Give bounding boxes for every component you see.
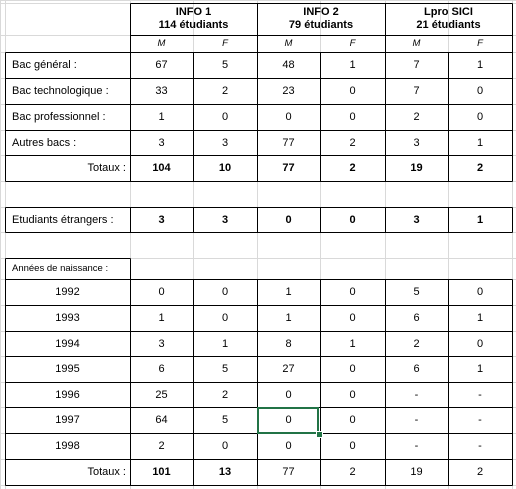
- gender-header[interactable]: F: [222, 38, 228, 49]
- year-label[interactable]: 1992: [55, 286, 80, 298]
- value-cell[interactable]: 5: [221, 363, 229, 375]
- value-cell[interactable]: 0: [285, 213, 292, 226]
- year-label[interactable]: 1993: [55, 312, 80, 324]
- row-label[interactable]: Etudiants étrangers :: [12, 213, 114, 226]
- value-cell[interactable]: 0: [349, 213, 356, 226]
- value-cell[interactable]: 1: [476, 363, 484, 375]
- value-cell[interactable]: 3: [413, 213, 420, 226]
- value-cell[interactable]: 1: [476, 59, 484, 71]
- group-count: 21 étudiants: [416, 19, 481, 31]
- value-cell[interactable]: 1: [158, 111, 165, 123]
- year-label[interactable]: 1994: [55, 337, 80, 350]
- value-cell[interactable]: 2: [413, 111, 420, 123]
- group-header[interactable]: [257, 3, 385, 35]
- value-cell[interactable]: -: [478, 414, 482, 426]
- total-cell[interactable]: 77: [282, 162, 295, 174]
- row-label[interactable]: Bac professionnel :: [12, 111, 106, 123]
- value-cell[interactable]: 64: [155, 414, 168, 426]
- totals-label[interactable]: Totaux :: [87, 466, 126, 478]
- value-cell[interactable]: -: [478, 388, 482, 401]
- value-cell[interactable]: 0: [476, 337, 484, 350]
- value-cell[interactable]: 0: [349, 85, 356, 97]
- value-cell[interactable]: 7: [413, 59, 420, 71]
- value-cell[interactable]: 0: [476, 111, 484, 123]
- value-cell[interactable]: 0: [349, 111, 356, 123]
- total-cell[interactable]: 101: [152, 466, 171, 478]
- value-cell[interactable]: 2: [221, 85, 229, 97]
- value-cell[interactable]: 3: [158, 337, 165, 350]
- year-label[interactable]: 1997: [55, 414, 80, 426]
- gender-header[interactable]: M: [284, 38, 293, 49]
- value-cell[interactable]: 0: [349, 414, 356, 426]
- value-cell[interactable]: 1: [476, 312, 484, 324]
- value-cell[interactable]: 0: [221, 286, 229, 298]
- value-cell[interactable]: 77: [282, 136, 295, 149]
- fill-handle[interactable]: [316, 431, 323, 438]
- value-cell[interactable]: 0: [158, 286, 165, 298]
- total-cell[interactable]: 19: [410, 162, 423, 174]
- value-cell[interactable]: 25: [155, 388, 168, 401]
- totals-label[interactable]: Totaux :: [87, 162, 126, 174]
- total-cell[interactable]: 77: [282, 466, 295, 478]
- gender-header[interactable]: F: [349, 38, 356, 49]
- value-cell[interactable]: 5: [413, 286, 420, 298]
- value-cell[interactable]: 0: [285, 388, 292, 401]
- value-cell[interactable]: 0: [349, 363, 356, 375]
- value-cell[interactable]: 2: [158, 440, 165, 452]
- value-cell[interactable]: 1: [285, 312, 292, 324]
- total-cell[interactable]: 13: [218, 466, 232, 478]
- value-cell[interactable]: 3: [221, 136, 229, 149]
- gender-header[interactable]: F: [477, 38, 483, 49]
- value-cell[interactable]: 67: [155, 59, 168, 71]
- value-cell[interactable]: 3: [158, 213, 165, 226]
- value-cell[interactable]: -: [414, 440, 419, 452]
- total-cell[interactable]: 19: [410, 466, 423, 478]
- value-cell[interactable]: 5: [221, 59, 229, 71]
- value-cell[interactable]: 6: [158, 363, 165, 375]
- value-cell[interactable]: 0: [476, 286, 484, 298]
- section-label[interactable]: Années de naissance :: [12, 263, 109, 274]
- value-cell[interactable]: 23: [282, 85, 295, 97]
- value-cell[interactable]: -: [414, 414, 419, 426]
- value-cell[interactable]: 1: [158, 312, 165, 324]
- value-cell[interactable]: 6: [413, 363, 420, 375]
- value-cell[interactable]: 0: [285, 414, 292, 426]
- value-cell[interactable]: -: [414, 388, 419, 401]
- total-cell[interactable]: 2: [476, 466, 484, 478]
- value-cell[interactable]: 1: [476, 213, 484, 226]
- group-name: INFO 2: [303, 6, 339, 18]
- value-cell[interactable]: 7: [413, 85, 420, 97]
- value-cell[interactable]: 0: [221, 312, 229, 324]
- value-cell[interactable]: 0: [349, 286, 356, 298]
- group-count: 114 étudiants: [158, 19, 229, 31]
- value-cell[interactable]: 0: [221, 440, 229, 452]
- value-cell[interactable]: -: [478, 440, 482, 452]
- value-cell[interactable]: 5: [221, 414, 229, 426]
- value-cell[interactable]: 0: [349, 388, 356, 401]
- total-cell[interactable]: 104: [152, 162, 171, 174]
- total-cell[interactable]: 10: [218, 162, 232, 174]
- row-label[interactable]: Autres bacs :: [12, 136, 77, 149]
- year-label[interactable]: 1996: [55, 388, 80, 401]
- value-cell[interactable]: 0: [476, 85, 484, 97]
- value-cell[interactable]: 3: [158, 136, 165, 149]
- group-count: 79 étudiants: [288, 19, 354, 31]
- gender-header[interactable]: M: [412, 38, 421, 49]
- value-cell[interactable]: 0: [349, 440, 356, 452]
- total-cell[interactable]: 2: [476, 162, 484, 174]
- value-cell[interactable]: 1: [349, 337, 356, 350]
- row-label[interactable]: Bac technologique :: [12, 85, 109, 97]
- value-cell[interactable]: 1: [285, 286, 292, 298]
- value-cell[interactable]: 0: [221, 111, 229, 123]
- row-label[interactable]: Bac général :: [12, 59, 77, 71]
- value-cell[interactable]: 27: [282, 363, 295, 375]
- total-cell[interactable]: 2: [349, 162, 356, 174]
- value-cell[interactable]: 0: [285, 111, 292, 123]
- value-cell[interactable]: 0: [349, 312, 356, 324]
- group-name: INFO 1: [175, 6, 212, 18]
- year-label[interactable]: 1998: [55, 440, 80, 452]
- group-name: Lpro SICI: [424, 6, 473, 18]
- value-cell[interactable]: 0: [285, 440, 292, 452]
- value-cell[interactable]: 1: [476, 136, 484, 149]
- value-cell[interactable]: 3: [221, 213, 229, 226]
- value-cell[interactable]: 1: [349, 59, 356, 71]
- group-header[interactable]: [385, 3, 512, 35]
- value-cell[interactable]: 48: [282, 59, 295, 71]
- value-cell[interactable]: 2: [221, 388, 229, 401]
- group-header[interactable]: [130, 3, 257, 35]
- gender-header[interactable]: M: [157, 38, 166, 49]
- value-cell[interactable]: 2: [349, 136, 356, 149]
- value-cell[interactable]: 2: [413, 337, 420, 350]
- total-cell[interactable]: 2: [349, 466, 356, 478]
- selected-cell[interactable]: [257, 407, 319, 434]
- value-cell[interactable]: 8: [285, 337, 292, 350]
- value-cell[interactable]: 33: [155, 85, 168, 97]
- year-label[interactable]: 1995: [55, 363, 80, 375]
- value-cell[interactable]: 6: [413, 312, 420, 324]
- value-cell[interactable]: 1: [221, 337, 229, 350]
- value-cell[interactable]: 3: [413, 136, 420, 149]
